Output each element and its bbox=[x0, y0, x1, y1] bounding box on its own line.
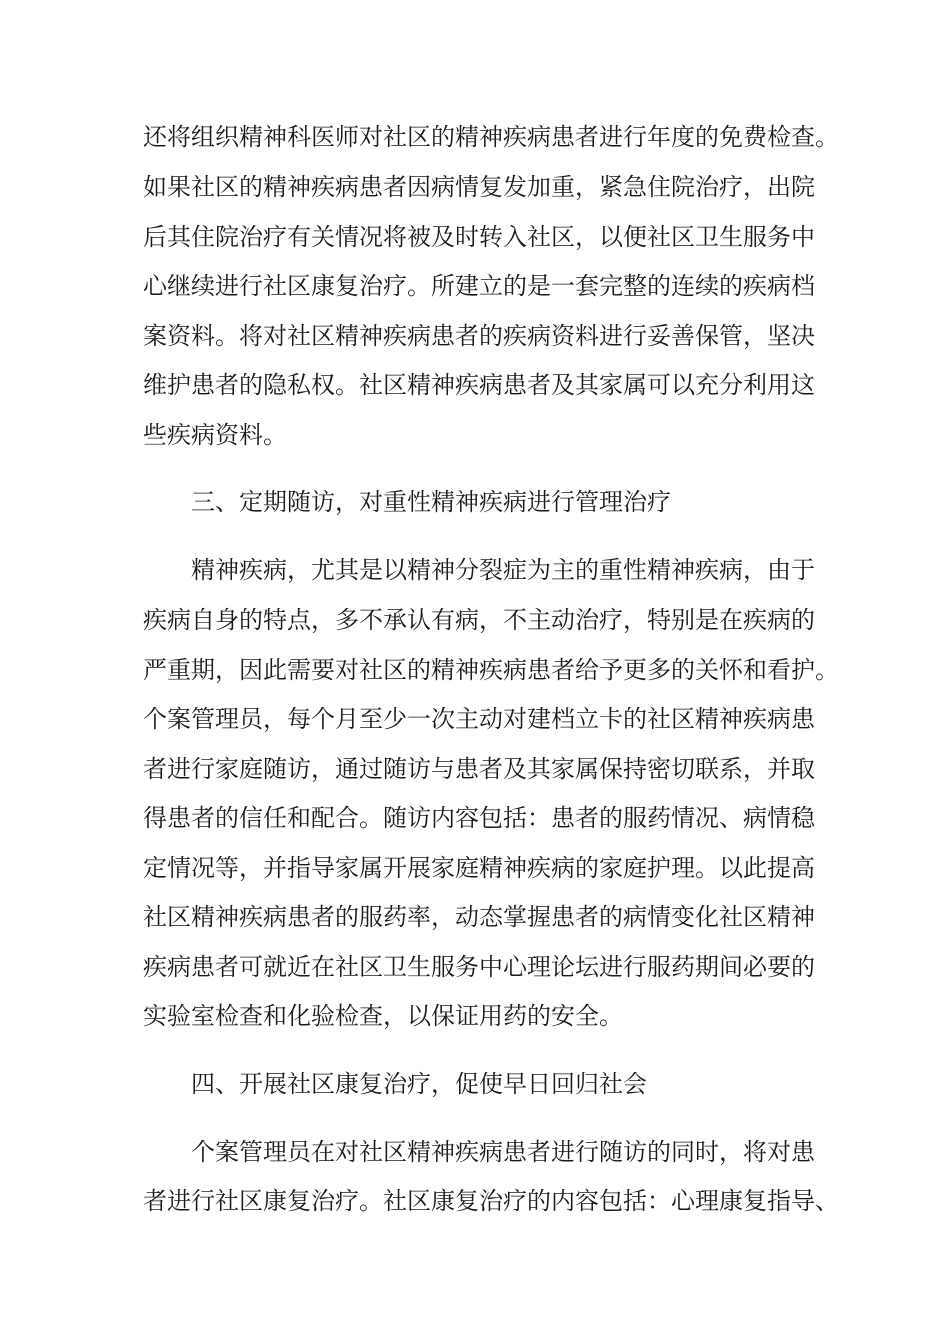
paragraph-line: 案资料。将对社区精神疾病患者的疾病资料进行妥善保管，坚决 bbox=[143, 322, 815, 350]
section-heading: 四、开展社区康复治疗，促使早日回归社会 bbox=[191, 1070, 647, 1098]
paragraph-line: 者进行社区康复治疗。社区康复治疗的内容包括：心理康复指导、 bbox=[143, 1187, 839, 1215]
paragraph-line: 得患者的信任和配合。随访内容包括：患者的服药情况、病情稳 bbox=[143, 804, 815, 832]
paragraph-line: 后其住院治疗有关情况将被及时转入社区，以便社区卫生服务中 bbox=[143, 223, 815, 251]
paragraph-line: 心继续进行社区康复治疗。所建立的是一套完整的连续的疾病档 bbox=[143, 272, 815, 300]
paragraph-line: 疾病自身的特点，多不承认有病，不主动治疗，特别是在疾病的 bbox=[143, 606, 815, 634]
paragraph-line: 精神疾病，尤其是以精神分裂症为主的重性精神疾病，由于 bbox=[191, 556, 815, 584]
paragraph-line: 社区精神疾病患者的服药率，动态掌握患者的病情变化社区精神 bbox=[143, 903, 815, 931]
paragraph-line: 者进行家庭随访，通过随访与患者及其家属保持密切联系，并取 bbox=[143, 755, 815, 783]
paragraph-line: 些疾病资料。 bbox=[143, 421, 287, 449]
paragraph-line: 实验室检查和化验检查，以保证用药的安全。 bbox=[143, 1002, 623, 1030]
paragraph-line: 定情况等，并指导家属开展家庭精神疾病的家庭护理。以此提高 bbox=[143, 854, 815, 882]
paragraph-line: 严重期，因此需要对社区的精神疾病患者给予更多的关怀和看护。 bbox=[143, 656, 839, 684]
paragraph-line: 维护患者的隐私权。社区精神疾病患者及其家属可以充分利用这 bbox=[143, 371, 815, 399]
paragraph-line: 个案管理员，每个月至少一次主动对建档立卡的社区精神疾病患 bbox=[143, 705, 815, 733]
section-heading: 三、定期随访，对重性精神疾病进行管理治疗 bbox=[191, 488, 671, 516]
paragraph-line: 个案管理员在对社区精神疾病患者进行随访的同时，将对患 bbox=[191, 1138, 815, 1166]
paragraph-line: 疾病患者可就近在社区卫生服务中心理论坛进行服药期间必要的 bbox=[143, 953, 815, 981]
paragraph-line: 如果社区的精神疾病患者因病情复发加重，紧急住院治疗，出院 bbox=[143, 173, 815, 201]
paragraph-line: 还将组织精神科医师对社区的精神疾病患者进行年度的免费检查。 bbox=[143, 123, 839, 151]
